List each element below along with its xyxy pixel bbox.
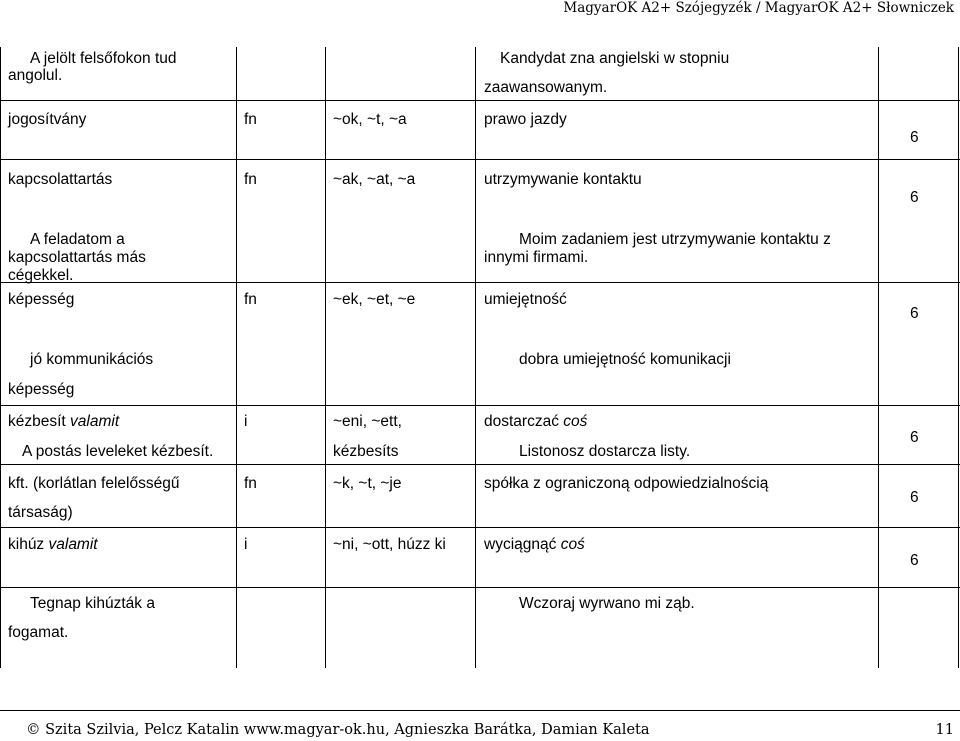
entry-lesson-number: 6 (910, 429, 919, 446)
row-line (0, 587, 960, 588)
row-line (0, 527, 960, 528)
entry-forms: ~ek, ~et, ~e (333, 291, 416, 308)
vocabulary-table (0, 47, 960, 668)
entry-forms: ~k, ~t, ~je (333, 475, 402, 492)
entry-pos: i (244, 413, 248, 430)
example-hu-line-1: A jelölt felsőfokon tud (30, 50, 177, 67)
page-footer (0, 710, 960, 741)
entry-pos: i (244, 536, 248, 553)
example-pl: Wczoraj wyrwano mi ząb. (519, 595, 695, 612)
entry-word: kézbesít valamit (8, 413, 120, 430)
example-hu: A postás leveleket kézbesít. (22, 443, 214, 460)
entry-pos: fn (244, 291, 257, 308)
entry-translation: spółka z ograniczoną odpowiedzialnością (484, 475, 769, 492)
entry-translation: dostarczać coś (484, 413, 588, 430)
entry-forms: ~ni, ~ott, húzz ki (333, 536, 446, 553)
entry-pos: fn (244, 171, 257, 188)
entry-forms: ~ak, ~at, ~a (333, 171, 416, 188)
page-header: MagyarOK A2+ Szójegyzék / MagyarOK A2+ Słowniczek (563, 0, 954, 16)
entry-translation: umiejętność (484, 291, 567, 308)
entry-pos: fn (244, 475, 257, 492)
entry-lesson-number: 6 (910, 305, 919, 322)
page-number: 11 (935, 722, 954, 738)
example-pl: dobra umiejętność komunikacji (519, 351, 731, 368)
row-line (0, 405, 960, 406)
row-line (0, 464, 960, 465)
entry-forms-line-1: ~eni, ~ett, (333, 413, 402, 430)
column-line (958, 47, 959, 668)
entry-lesson-number: 6 (910, 129, 919, 146)
column-line (878, 47, 879, 668)
entry-translation: wyciągnąć coś (484, 536, 585, 553)
example-hu-line-2: fogamat. (8, 624, 69, 641)
entry-word: kapcsolattartás (8, 171, 113, 188)
entry-translation: prawo jazdy (484, 111, 567, 128)
example-hu-line-2: angolul. (8, 67, 63, 84)
example-pl-line-2: zaawansowanym. (484, 79, 608, 96)
example-hu-line-1: jó kommunikációs (30, 351, 154, 368)
example-pl-line-2: innymi firmami. (484, 249, 589, 266)
example-hu-line-2: kapcsolattartás más (8, 249, 146, 266)
footer-credits: © Szita Szilvia, Pelcz Katalin www.magyar-ok.hu, Agnieszka Barátka, Damian Kaleta (26, 722, 650, 738)
entry-word-line-2: társaság) (8, 504, 73, 521)
example-hu-line-2: képesség (8, 381, 75, 398)
example-pl: Listonosz dostarcza listy. (519, 443, 691, 460)
entry-word: jogosítvány (8, 111, 87, 128)
entry-lesson-number: 6 (910, 489, 919, 506)
column-line (236, 47, 237, 668)
entry-pos: fn (244, 111, 257, 128)
column-line (325, 47, 326, 668)
row-line (0, 100, 960, 101)
entry-lesson-number: 6 (910, 552, 919, 569)
entry-word: kihúz valamit (8, 536, 98, 553)
example-pl-line-1: Moim zadaniem jest utrzymywanie kontaktu z (519, 231, 831, 248)
example-pl-line-1: Kandydat zna angielski w stopniu (500, 50, 730, 67)
row-line (0, 159, 960, 160)
example-hu-line-1: Tegnap kihúzták a (30, 595, 155, 612)
example-hu-line-1: A feladatom a (30, 231, 125, 248)
entry-forms: ~ok, ~t, ~a (333, 111, 407, 128)
entry-lesson-number: 6 (910, 189, 919, 206)
column-line (0, 47, 1, 668)
entry-forms-line-2: kézbesíts (333, 443, 399, 460)
entry-translation: utrzymywanie kontaktu (484, 171, 642, 188)
row-line (0, 282, 960, 283)
entry-word: képesség (8, 291, 75, 308)
entry-word-line-1: kft. (korlátlan felelősségű (8, 475, 180, 492)
example-hu-line-3: cégekkel. (8, 267, 74, 284)
column-line (475, 47, 476, 668)
